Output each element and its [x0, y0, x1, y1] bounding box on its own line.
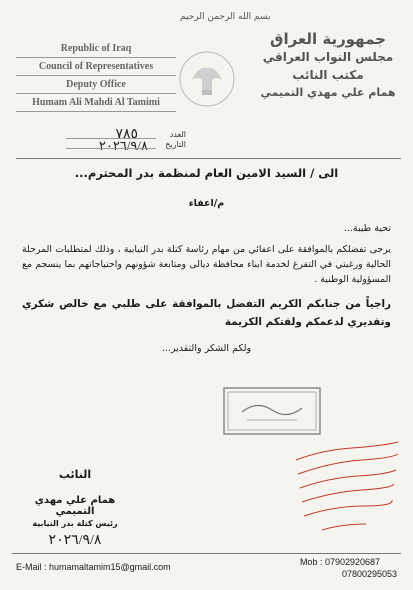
paragraph-1: يرجى تفضلكم بالموافقة على اعفائي من مهام رئاسة كتلة بدر النيابية ، وذلك لمتطلبات المرحلة الحالية ورغبتي في التفرغ لخدمة ابناء محافظة ديالى ومتابعة شؤونهم واحتياجاتهم بما ينسجم مع المسؤولية الوطنية . — [22, 244, 391, 285]
official-stamp-icon — [222, 386, 322, 436]
greeting: تحية طيبة... — [343, 223, 391, 234]
header-divider — [16, 158, 401, 159]
number-label: العدد — [169, 130, 186, 139]
header-en-line-4: Humam Ali Mahdi Al Tamimi — [16, 94, 176, 112]
mobile-label: Mob : — [299, 557, 323, 567]
header-ar-line-1: جمهورية العراق — [270, 30, 386, 48]
signature-role: رئيس كتلة بدر النيابية — [32, 519, 118, 528]
basmala: بسم الله الرحمن الرحيم — [180, 12, 271, 22]
recipient: الى / السيد الامين العام لمنظمة بدر المحترم... — [74, 166, 339, 180]
date-line — [66, 148, 156, 149]
header-ar-line-3: مكتب النائب — [292, 68, 364, 82]
signature-title: النائب — [58, 468, 92, 481]
mobile-1: 07902920687 — [324, 557, 381, 567]
signature-date: ٢٠٢٦/٩/٨ — [48, 533, 102, 548]
footer-email: E-Mail : humamaltamim15@gmail.com — [16, 562, 171, 572]
handwritten-annotation-icon — [292, 440, 402, 536]
subject: م/اعفاء — [188, 198, 225, 209]
header-english — [16, 40, 176, 112]
iraq-emblem-icon — [178, 50, 236, 108]
date-value: ٢٠٢٦/٩/٨ — [98, 138, 148, 153]
header-en-line-1: Republic of Iraq — [16, 40, 176, 58]
header-en-line-2: Council of Representatives — [16, 58, 176, 76]
date-label: التاريخ — [165, 140, 186, 149]
closing-thanks: ولكم الشكر والتقدير... — [161, 343, 252, 354]
header-ar-line-2: مجلس النواب العراقي — [262, 50, 394, 64]
number-value: ٧٨٥ — [115, 127, 138, 142]
footer-divider — [12, 553, 401, 554]
signature-name: همام علي مهدي التميمي — [34, 495, 116, 517]
footer-mobile — [300, 556, 397, 580]
paragraph-2: راجياً من جنابكم الكريم التفضل بالموافقة على طلبي مع خالص شكري وتقديري لدعمكم ولقتكم الكريمة — [22, 298, 391, 328]
header-arabic — [253, 30, 403, 102]
header-en-line-3: Deputy Office — [16, 76, 176, 94]
mobile-2: 07800295053 — [341, 569, 397, 579]
header-ar-line-4: همام علي مهدي التميمي — [260, 86, 396, 99]
signature-block — [20, 468, 130, 549]
